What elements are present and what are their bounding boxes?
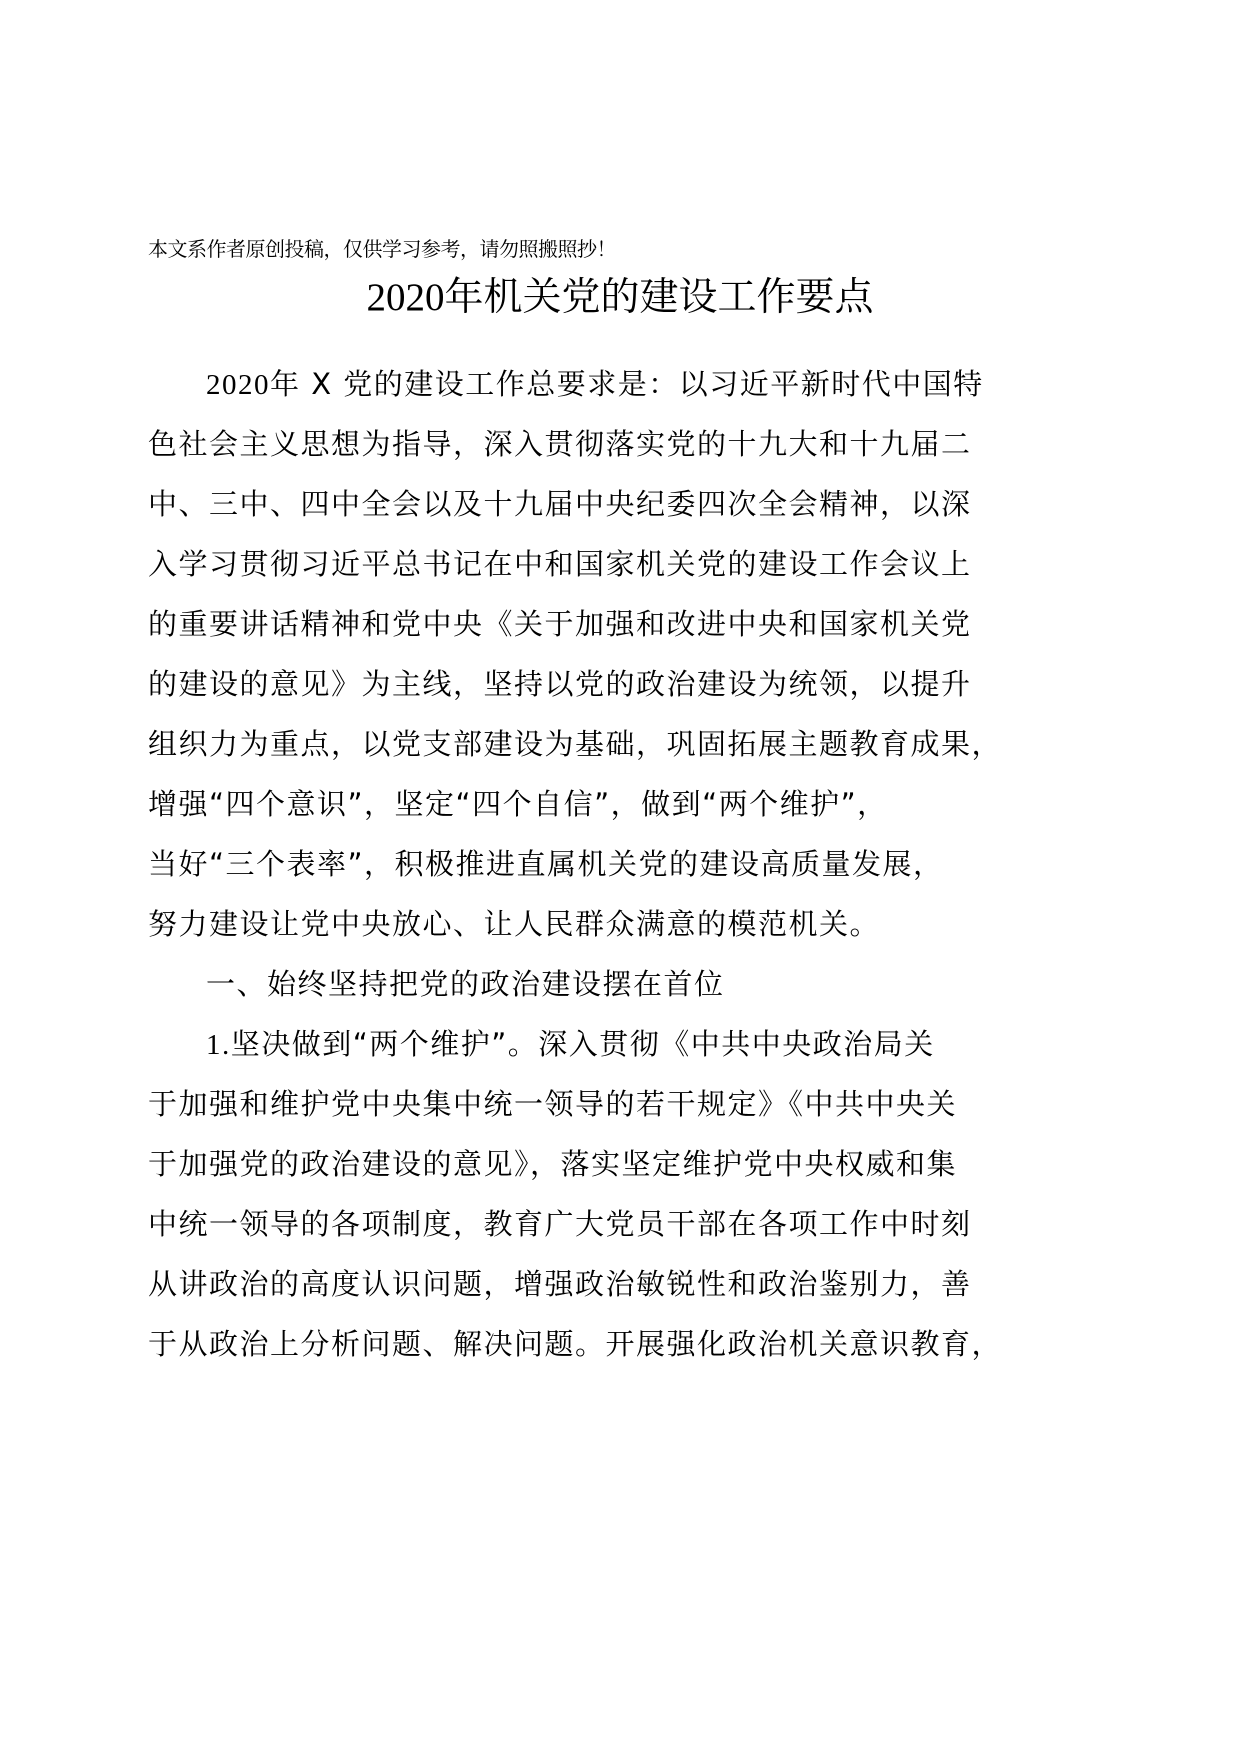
- section-heading: 一、始终坚持把党的政治建设摆在首位: [206, 967, 725, 1001]
- paragraph-line: 当好“三个表率”，积极推进直属机关党的建设高质量发展，: [148, 847, 944, 881]
- item-number: 1.: [206, 1029, 231, 1061]
- title-year: 2020: [366, 276, 445, 319]
- paragraph-line: [206, 1024, 935, 1064]
- title-text: 年机关党的建设工作要点: [444, 275, 874, 320]
- paragraph-line: 的建设的意见》为主线，坚持以党的政治建设为统领，以提升: [148, 667, 972, 701]
- year-number: 2020: [206, 369, 270, 401]
- paragraph-line: 于加强党的政治建设的意见》，落实坚定维护党中央权威和集: [148, 1147, 958, 1181]
- paragraph-line: 中统一领导的各项制度，教育广大党员干部在各项工作中时刻: [148, 1207, 972, 1241]
- document-title: [0, 272, 1240, 324]
- paragraph-line: 的重要讲话精神和党中央《关于加强和改进中央和国家机关党: [148, 607, 972, 641]
- paragraph-line: 组织力为重点，以党支部建设为基础，巩固拓展主题教育成果，: [148, 727, 1003, 761]
- paragraph-line: 从讲政治的高度认识问题，增强政治敏锐性和政治鉴别力，善: [148, 1267, 972, 1301]
- paragraph-line: 于从政治上分析问题、解决问题。开展强化政治机关意识教育，: [148, 1327, 1003, 1361]
- line-text: 年 X 党的建设工作总要求是：以习近平新时代中国特: [270, 367, 984, 401]
- paragraph-line: [206, 364, 984, 404]
- paragraph-line: 增强“四个意识”，坚定“四个自信”，做到“两个维护”，: [148, 787, 888, 821]
- copyright-notice: 本文系作者原创投稿，仅供学习参考，请勿照搬照抄！: [148, 237, 616, 261]
- paragraph-line: 入学习贯彻习近平总书记在中和国家机关党的建设工作会议上: [148, 547, 972, 581]
- paragraph-line: 中、三中、四中全会以及十九届中央纪委四次全会精神，以深: [148, 487, 972, 521]
- line-text: 坚决做到“两个维护”。深入贯彻《中共中央政治局关: [230, 1027, 935, 1061]
- paragraph-line: 努力建设让党中央放心、让人民群众满意的模范机关。: [148, 907, 881, 941]
- paragraph-line: 于加强和维护党中央集中统一领导的若干规定》《中共中央关: [148, 1087, 958, 1121]
- paragraph-line: 色社会主义思想为指导，深入贯彻落实党的十九大和十九届二: [148, 427, 972, 461]
